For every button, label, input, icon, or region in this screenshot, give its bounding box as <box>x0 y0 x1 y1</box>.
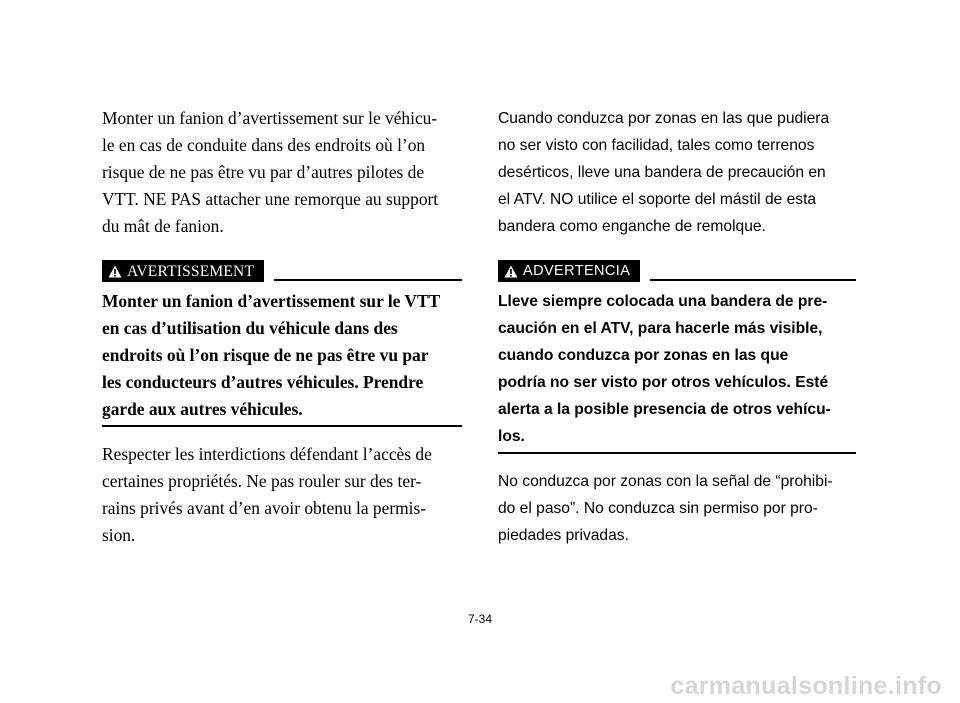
french-intro-paragraph: Monter un fanion d’avertissement sur le véhicu- le en cas de conduite dans des endroits où l’on risque de ne pas être vu par d’autres pilotes de VTT. NE PAS attacher une remorque au support du mât de fanion. <box>102 108 439 236</box>
spanish-warning-top-rule <box>650 279 856 281</box>
french-warning-bottom-rule <box>102 425 462 427</box>
warning-triangle-icon <box>108 265 122 278</box>
french-column <box>102 105 462 549</box>
spanish-intro-paragraph: Cuando conduzca por zonas en las que pudiera no ser visto con facilidad, tales como terrenos desérticos, lleve una bandera de precaución en el ATV. NO utilice el soporte del mástil de esta bandera como enganche de remolque. <box>498 110 830 235</box>
french-outro-paragraph: Respecter les interdictions défendant l’accès de certaines propriétés. Ne pas rouler sur des ter- rains privés avant d’en avoir obtenu la permis- sion. <box>102 444 432 545</box>
spanish-column <box>498 105 856 549</box>
spanish-outro-paragraph: No conduzca por zonas con la señal de “prohibi- do el paso”. No conduzca sin permiso por pro- piedades privadas. <box>498 473 833 544</box>
french-warning-header <box>102 260 462 282</box>
warning-triangle-icon <box>504 265 518 278</box>
french-warning-badge <box>102 260 264 282</box>
spanish-warning-badge <box>498 260 640 282</box>
page-number: 7-34 <box>467 612 493 626</box>
french-warning-top-rule <box>274 279 462 281</box>
french-warning-text: Monter un fanion d’avertissement sur le VTT en cas d’utilisation du véhicule dans des endroits où l’on risque de ne pas être vu par les conducteurs d’autres véhicules. Prendre garde aux autres véhicules. <box>102 291 441 419</box>
spanish-warning-bottom-rule <box>498 452 856 454</box>
spanish-warning-text: Lleve siempre colocada una bandera de pre- caución en el ATV, para hacerle más visible, cuando conduzca por zonas en las que podría no ser visto por otros vehículos. Esté alerta a la posible presencia de otros vehícu- los. <box>498 293 831 445</box>
spanish-warning-label: ADVERTENCIA <box>523 262 631 279</box>
watermark: carmanualsonline.info <box>670 672 942 700</box>
spanish-warning-header <box>498 260 856 282</box>
french-warning-label: AVERTISSEMENT <box>127 262 255 280</box>
